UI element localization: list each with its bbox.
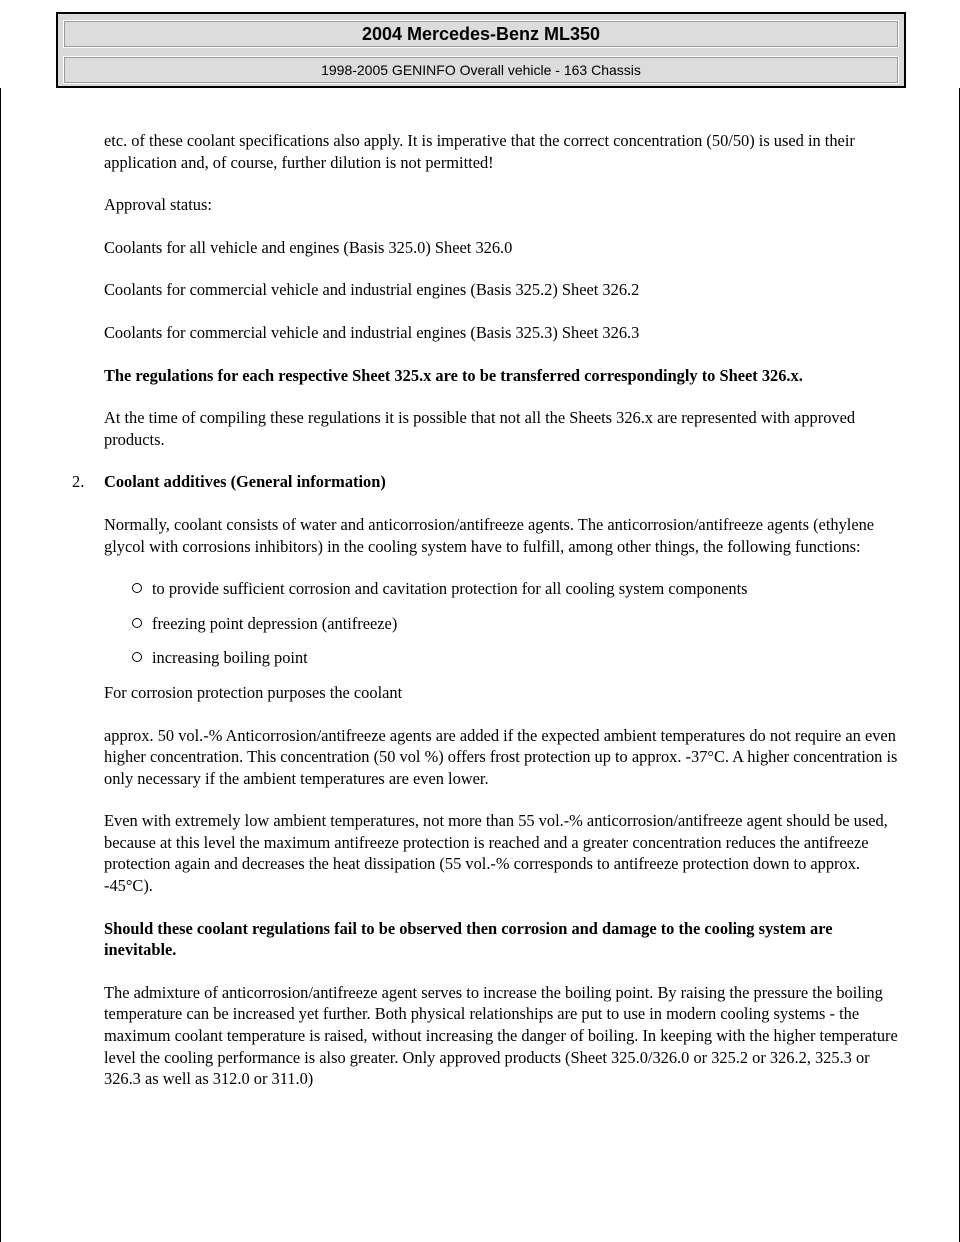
section-heading-text: Coolant additives (General information) — [104, 472, 386, 492]
header-subtitle: 1998-2005 GENINFO Overall vehicle - 163 Chassis — [63, 56, 899, 84]
paragraph: Coolants for commercial vehicle and industrial engines (Basis 325.3) Sheet 326.3 — [104, 322, 640, 342]
list-item-text: to provide sufficient corrosion and cavitation protection for all cooling system components — [152, 579, 748, 599]
paragraph: Coolants for all vehicle and engines (Basis 325.0) Sheet 326.0 — [104, 237, 513, 257]
paragraph: The admixture of anticorrosion/antifreeze agent serves to increase the boiling point. By raising the pressure the boiling temperature can be increased yet further. Both physical relationships are put to use in modern cooling systems - the maximum coolant temperature is raised, without increasing the danger of boiling. In keeping with the higher temperature level the cooling performance is also greater. Only approved products (Sheet 325.0/326.0 or 325.2 or 326.2, 325.3 or 326.3 as well as 312.0 or 311.0) — [104, 982, 898, 1089]
document-header — [56, 12, 906, 88]
section-heading — [72, 471, 904, 493]
list-item — [132, 613, 904, 635]
header-title: 2004 Mercedes-Benz ML350 — [63, 20, 899, 48]
list-item-text: increasing boiling point — [152, 648, 308, 668]
bold-warning: Should these coolant regulations fail to be observed then corrosion and damage to the cooling system are inevitable. — [104, 918, 833, 960]
page-border-left — [0, 88, 1, 1242]
list-item — [132, 647, 904, 669]
paragraph: etc. of these coolant specifications also apply. It is imperative that the correct concentration (50/50) is used in their application and, of course, further dilution is not permitted! — [104, 131, 855, 172]
paragraph: At the time of compiling these regulations it is possible that not all the Sheets 326.x are represented with approved products. — [104, 408, 856, 449]
bold-notice: The regulations for each respective Sheet 325.x are to be transferred correspondingly to Sheet 326.x. — [104, 365, 803, 385]
list-item — [132, 578, 904, 600]
paragraph: Coolants for commercial vehicle and industrial engines (Basis 325.2) Sheet 326.2 — [104, 280, 640, 300]
paragraph: Normally, coolant consists of water and anticorrosion/antifreeze agents. The anticorrosion/antifreeze agents (ethylene glycol with corrosions inhibitors) in the cooling system have to fulfill, among other things, the following functions: — [104, 514, 875, 556]
paragraph: Approval status: — [104, 195, 212, 215]
paragraph: approx. 50 vol.-% Anticorrosion/antifreeze agents are added if the expected ambient temperatures do not require an even higher concentration. This concentration (50 vol %) offers frost protection up to approx. -37°C. A higher concentration is only necessary if the ambient temperatures are even lower. — [104, 725, 898, 788]
circle-bullet-icon — [132, 652, 142, 662]
circle-bullet-icon — [132, 583, 142, 593]
circle-bullet-icon — [132, 618, 142, 628]
paragraph: For corrosion protection purposes the coolant — [104, 682, 403, 702]
list-item-text: freezing point depression (antifreeze) — [152, 613, 398, 633]
section-number: 2. — [72, 472, 85, 492]
document-body — [72, 130, 904, 1111]
function-list — [104, 578, 904, 669]
paragraph: Even with extremely low ambient temperatures, not more than 55 vol.-% anticorrosion/antifreeze agent should be used, because at this level the maximum antifreeze protection is reached and a greater concentration reduces the antifreeze protection again and decreases the heat dissipation (55 vol.-% corresponds to antifreeze protection down to approx. -45°C). — [104, 811, 888, 896]
